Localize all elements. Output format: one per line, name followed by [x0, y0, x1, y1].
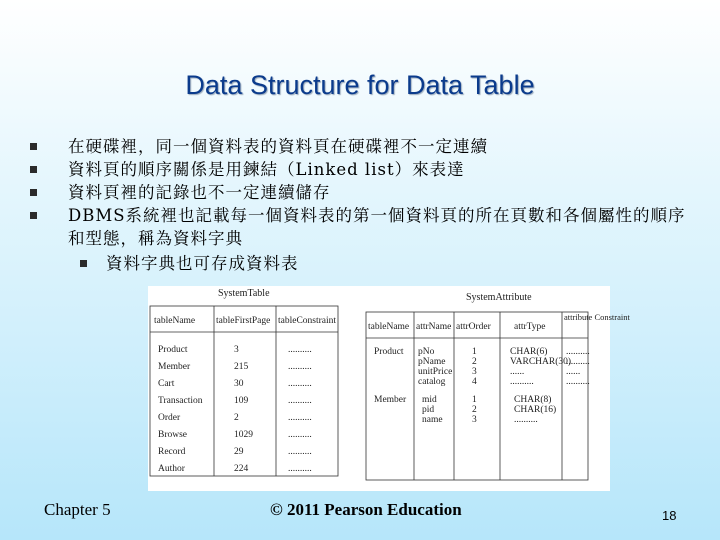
square-bullet-icon: [30, 212, 37, 219]
square-bullet-icon: [30, 143, 37, 150]
system-attribute-cell: Member: [374, 395, 407, 405]
system-attribute-cell: 2: [472, 405, 477, 415]
system-table-cell: ..........: [288, 396, 312, 406]
system-attribute-cell: ..........: [514, 415, 538, 425]
bullet-item: [30, 135, 690, 158]
system-attribute-rows: [374, 346, 590, 425]
system-table-header: tableFirstPage: [216, 316, 271, 326]
system-table-cell: 30: [234, 379, 244, 389]
footer-chapter: Chapter 5: [44, 500, 111, 519]
system-attribute-cell: name: [422, 415, 443, 425]
system-attribute-cell: unitPrice: [418, 367, 453, 377]
system-table-cell: ..........: [288, 430, 312, 440]
sub-bullet-item: [30, 252, 690, 275]
system-table-cell: 3: [234, 345, 239, 355]
system-table-cell: Product: [158, 345, 188, 355]
system-table-cell: Order: [158, 413, 181, 423]
system-attribute-header: attrOrder: [456, 322, 491, 332]
system-table-cell: ..........: [288, 447, 312, 457]
system-table-cell: 1029: [234, 430, 253, 440]
system-attribute-cell: CHAR(8): [514, 395, 552, 405]
system-attribute-cell: 1: [472, 347, 477, 357]
system-attribute-cell: ......: [510, 367, 525, 377]
system-table-cell: 215: [234, 362, 249, 372]
system-attribute-cell: pNo: [418, 347, 435, 357]
system-attribute-cell: 2: [472, 357, 477, 367]
system-table-cell: ..........: [288, 345, 312, 355]
system-attribute-header: attrName: [416, 322, 452, 332]
system-table-cell: ..........: [288, 413, 312, 423]
system-attribute-header: attribute Constraint: [564, 312, 630, 322]
system-attribute-cell: pid: [422, 405, 435, 415]
square-bullet-icon: [30, 166, 37, 173]
page-number: 18: [662, 508, 677, 523]
system-table-cell: 224: [234, 464, 249, 474]
system-table-cell: 29: [234, 447, 244, 457]
system-table-cell: Browse: [158, 430, 188, 440]
system-attribute-cell: 3: [472, 367, 477, 377]
system-table-caption: SystemTable: [218, 288, 270, 299]
system-attribute-cell: pName: [418, 357, 446, 367]
system-table-cell: ..........: [288, 464, 312, 474]
bullet-text: 資料頁裡的記錄也不一定連續儲存: [68, 183, 331, 202]
sub-bullet-text: 資料字典也可存成資料表: [106, 254, 299, 273]
system-attribute-cell: 1: [472, 395, 477, 405]
system-attribute-cell: mid: [422, 395, 437, 405]
system-attribute-cell: ..........: [566, 347, 590, 357]
system-table-cell: Transaction: [158, 396, 203, 406]
system-attribute-header: attrType: [514, 322, 546, 332]
system-attribute-cell: catalog: [418, 377, 446, 387]
bullet-item: [30, 158, 690, 181]
system-table-cell: 2: [234, 413, 239, 423]
system-table-header: tableName: [154, 316, 196, 326]
system-table-cell: 109: [234, 396, 249, 406]
system-attribute-caption: SystemAttribute: [466, 292, 532, 303]
square-bullet-icon: [80, 260, 87, 267]
system-attribute-cell: ..........: [566, 377, 590, 387]
system-table-cell: Member: [158, 362, 191, 372]
system-attribute-cell: CHAR(6): [510, 347, 548, 357]
bullet-item: [30, 181, 690, 204]
system-table-header: tableConstraint: [278, 316, 337, 326]
system-attribute-cell: ......: [566, 367, 581, 377]
system-table-cell: Author: [158, 464, 185, 474]
system-table-cell: ..........: [288, 362, 312, 372]
data-dictionary-figure: [148, 286, 630, 491]
system-table-cell: Record: [158, 447, 186, 457]
system-attribute-cell: Product: [374, 347, 404, 357]
bullet-list: [30, 135, 690, 275]
bullet-text: 資料頁的順序關係是用鍊結（Linked list）來表達: [68, 160, 465, 179]
system-attribute-cell: 4: [472, 377, 477, 387]
bullet-item: [30, 204, 690, 250]
bullet-text: DBMS系統裡也記載每一個資料表的第一個資料頁的所在頁數和各個屬性的順序和型態，稱為資料字典: [68, 206, 686, 248]
system-attribute-cell: ..........: [510, 377, 534, 387]
system-table-rows: [158, 345, 312, 474]
data-dictionary-tables: [148, 286, 630, 491]
system-attribute-cell: VARCHAR(30): [510, 357, 572, 367]
system-attribute-cell: 3: [472, 415, 477, 425]
system-attribute-header: tableName: [368, 322, 410, 332]
system-attribute-cell: ..........: [566, 357, 590, 367]
system-table-cell: ..........: [288, 379, 312, 389]
bullet-text: 在硬碟裡，同一個資料表的資料頁在硬碟裡不一定連續: [68, 137, 488, 156]
slide-title: Data Structure for Data Table: [185, 70, 535, 100]
footer-copyright: © 2011 Pearson Education: [270, 500, 462, 519]
square-bullet-icon: [30, 189, 37, 196]
system-table-cell: Cart: [158, 379, 175, 389]
system-attribute-cell: CHAR(16): [514, 405, 557, 415]
